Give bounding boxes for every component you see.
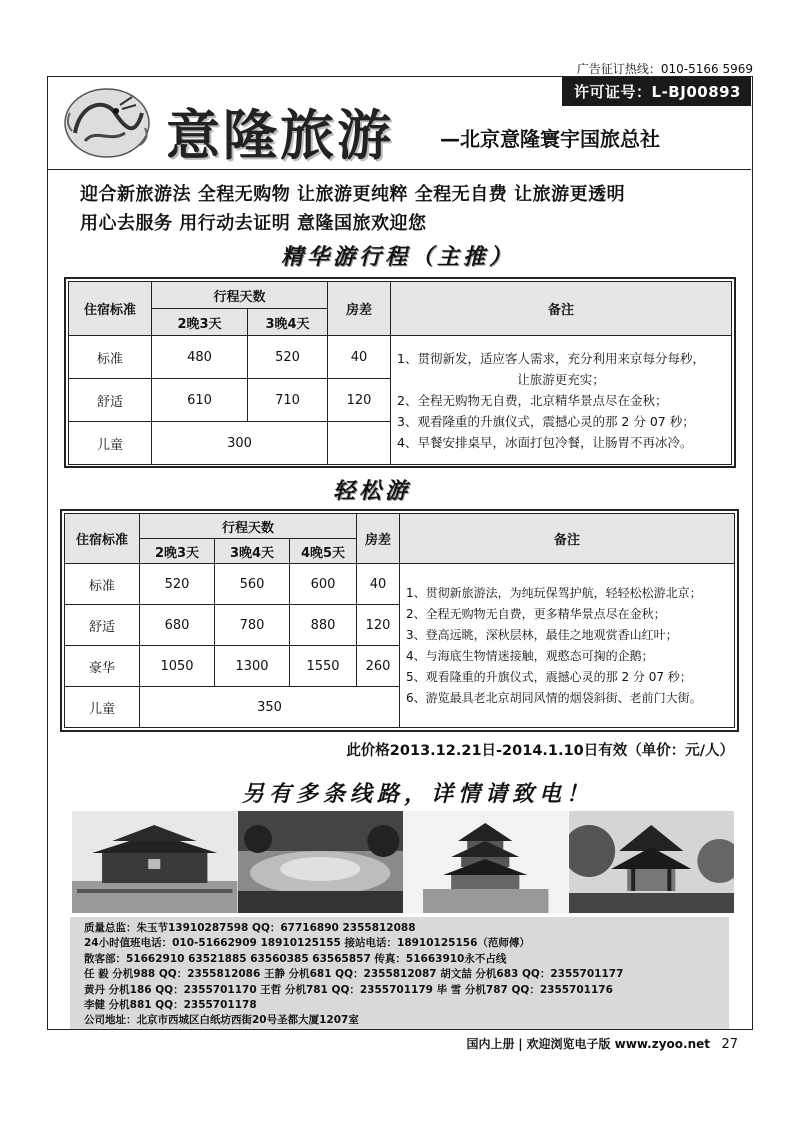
tour2-r2-d1: 1050: [140, 646, 215, 687]
dragon-logo-icon: [60, 83, 155, 163]
tour1-r2-merged: 300: [152, 422, 328, 465]
tour2-header-stay: 住宿标准: [65, 514, 140, 564]
more-routes-banner: 另有多条线路，详情请致电！: [242, 781, 594, 807]
tour2-r3-stay: 儿童: [65, 687, 140, 728]
tour1-r0-diff: 40: [328, 336, 391, 379]
page-frame: [47, 76, 753, 1030]
tour2-r1-d3: 880: [290, 605, 357, 646]
tour2-r3-merged: 350: [140, 687, 400, 728]
footer-section: 国内上册: [466, 1037, 515, 1051]
tour1-r1-d2: 710: [248, 379, 328, 422]
tour1-r1-stay: 舒适: [69, 379, 152, 422]
contact-line-3: 散客部：51662910 63521885 63560385 63565857 传真：51663910永不占线: [84, 952, 507, 965]
slogan-line-2: 用心去服务 用行动去证明 意隆国旅欢迎您: [80, 213, 427, 234]
price-validity-note: 此价格2013.12.21日-2014.1.10日有效（单价：元/人）: [346, 743, 734, 759]
tour1-header-diff: 房差: [328, 282, 391, 336]
tour2-table: [64, 513, 735, 728]
photo-strip: [72, 811, 734, 913]
tour1-r0-stay: 标准: [69, 336, 152, 379]
tour1-header-d1: 2晚3天: [152, 309, 248, 336]
summer-palace-pavilion-photo: [569, 811, 735, 913]
tour2-r0-stay: 标准: [65, 564, 140, 605]
tour1-header-days: 行程天数: [152, 282, 328, 309]
tour1-note-4: 4、早餐安排桌早，冰面打包冷餐，让肠胃不再冰冷。: [397, 434, 693, 450]
contact-line-7: 公司地址：北京市西城区白纸坊西街20号圣都大厦1207室: [84, 1014, 359, 1027]
tour2-note-5: 5、观看隆重的升旗仪式，震撼心灵的那 2 分 07 秒；: [406, 669, 692, 684]
tour2-header-diff: 房差: [357, 514, 400, 564]
header: [48, 77, 751, 170]
tour1-r0-d2: 520: [248, 336, 328, 379]
tour1-table-frame: [64, 277, 736, 468]
tour2-r1-d2: 780: [215, 605, 290, 646]
tour2-r2-diff: 260: [357, 646, 400, 687]
tour1-header-d2: 3晚4天: [248, 309, 328, 336]
contact-line-6: 李健 分机881 QQ：2355701178: [84, 999, 257, 1012]
tour2-note-6: 6、游览最具老北京胡同风情的烟袋斜街、老前门大街。: [406, 690, 702, 705]
tour2-note-2: 2、全程无购物无自费，更多精华景点尽在金秋；: [406, 606, 666, 621]
license-badge: 许可证号：L-BJ00893: [562, 77, 751, 106]
tour1-r0-d1: 480: [152, 336, 248, 379]
tour2-r2-d2: 1300: [215, 646, 290, 687]
tour2-note-3: 3、登高远眺，深秋层林，最佳之地观赏香山红叶；: [406, 627, 678, 642]
contact-info: [70, 917, 729, 1029]
tour1-r1-d1: 610: [152, 379, 248, 422]
tour1-header-notes: 备注: [391, 282, 732, 336]
tour2-r0-diff: 40: [357, 564, 400, 605]
tour2-header-notes: 备注: [400, 514, 735, 564]
contact-line-2: 24小时值班电话：010-51662909 18910125155 接站电话：18910125156（范师傅）: [84, 937, 530, 950]
temple-of-heaven-photo: [403, 811, 569, 913]
brand-name: 意隆旅游: [166, 103, 394, 167]
tour1-r2-stay: 儿童: [69, 422, 152, 465]
tour2-header-d2: 3晚4天: [215, 539, 290, 564]
tour2-header-days: 行程天数: [140, 514, 357, 539]
tour2-notes: [400, 564, 735, 728]
tour2-r0-d3: 600: [290, 564, 357, 605]
contact-line-4: 任 毅 分机988 QQ：2355812086 王静 分机681 QQ：2355812087 胡文喆 分机683 QQ：2355701177: [84, 968, 624, 981]
tour2-note-1: 1、贯彻新旅游法，为纯玩保驾护航，轻轻松松游北京；: [406, 585, 702, 600]
tour2-table-frame: [60, 509, 739, 732]
tour2-header-d1: 2晚3天: [140, 539, 215, 564]
tour1-table: [68, 281, 732, 465]
tour2-r2-d3: 1550: [290, 646, 357, 687]
tour2-header-d3: 4晚5天: [290, 539, 357, 564]
tour1-note-3: 3、观看隆重的升旗仪式，震撼心灵的那 2 分 07 秒；: [397, 413, 695, 429]
contact-line-1: 质量总监：朱玉节13910287598 QQ：67716890 2355812088: [84, 922, 416, 934]
tour2-r2-stay: 豪华: [65, 646, 140, 687]
tour1-note-1b: 让旅游更充实；: [517, 371, 605, 387]
page-footer: [466, 1035, 738, 1052]
tour1-r2-diff: [328, 422, 391, 465]
tour2-r1-d1: 680: [140, 605, 215, 646]
contact-line-5: 黄丹 分机186 QQ：2355701170 王哲 分机781 QQ：2355701179 毕 雪 分机787 QQ：2355701176: [84, 983, 613, 996]
tour2-r0-d1: 520: [140, 564, 215, 605]
footer-separator: |: [518, 1037, 523, 1051]
tiananmen-photo: [72, 811, 238, 913]
tour1-header-stay: 住宿标准: [69, 282, 152, 336]
tour2-r1-diff: 120: [357, 605, 400, 646]
ad-hotline: 广告征订热线：010-5166 5969: [576, 62, 753, 76]
tour1-note-1: 1、贯彻新发，适应客人需求，充分利用来京每分每秒，: [397, 350, 705, 366]
slogan-line-1: 迎合新旅游法 全程无购物 让旅游更纯粹 全程无自费 让旅游更透明: [80, 184, 626, 205]
tour2-note-4: 4、与海底生物情迷接触，观憨态可掬的企鹅；: [406, 648, 654, 663]
table-row: [69, 336, 732, 379]
table-row: [65, 564, 735, 605]
agency-name: —北京意隆寰宇国旅总社: [440, 127, 660, 151]
tour2-title: 轻松游: [333, 478, 412, 504]
page-number: 27: [721, 1037, 738, 1052]
temple-of-heaven-altar-photo: [238, 811, 404, 913]
tour2-r0-d2: 560: [215, 564, 290, 605]
tour1-r1-diff: 120: [328, 379, 391, 422]
tour1-note-2: 2、全程无购物无自费，北京精华景点尽在金秋；: [397, 392, 668, 408]
tour1-title: 精华游行程（主推）: [281, 244, 516, 270]
footer-website: 欢迎浏览电子版 www.zyoo.net: [526, 1037, 710, 1051]
tour1-notes: [391, 336, 732, 465]
tour2-r1-stay: 舒适: [65, 605, 140, 646]
